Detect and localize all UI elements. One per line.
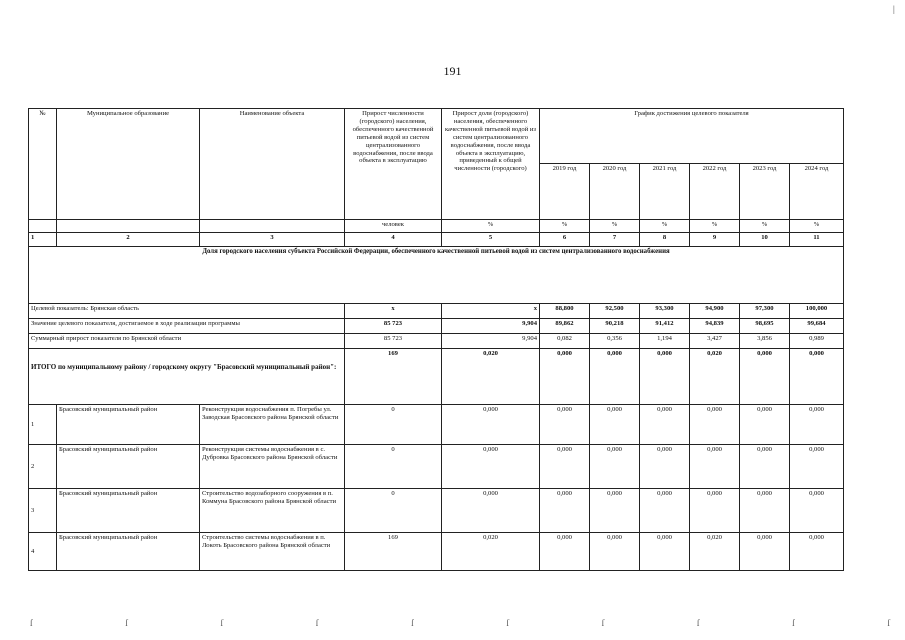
unit-year: % [540,220,590,233]
row-value: 0,000 [740,445,790,489]
summary-value: 100,000 [790,304,844,319]
row-value: 0,000 [690,445,740,489]
itogo-value: 0,000 [740,349,790,405]
col-index: 3 [200,233,345,247]
row-value: 0,000 [790,533,844,571]
unit-year: % [640,220,690,233]
col-index: 6 [540,233,590,247]
summary-value: 93,300 [640,304,690,319]
summary-value: 88,800 [540,304,590,319]
page-number: 191 [443,64,462,78]
summary-value: 98,695 [740,319,790,334]
header-object-name: Наименование объекта [200,109,345,220]
scan-mark: ſ [696,618,700,628]
itogo-value: 0,000 [640,349,690,405]
row-share: 0,020 [442,533,540,571]
summary-label: Значение целевого показателя, достигаемое в ходе реализации программы [29,319,345,334]
header-year: 2023 год [740,164,790,220]
row-municipality: Брасовский муниципальный район [57,533,200,571]
units-row [29,220,844,233]
summary-value: 3,856 [740,334,790,349]
summary-value: 90,218 [590,319,640,334]
summary-value: 94,900 [690,304,740,319]
row-value: 0,000 [640,489,690,533]
header-schedule: График достижения целевого показателя [540,109,844,164]
scan-mark: ſ [792,618,795,628]
itogo-label: ИТОГО по муниципальному району / городскому округу "Брасовский муниципальный район": [29,349,345,405]
row-value: 0,000 [590,533,640,571]
row-value: 0,000 [540,489,590,533]
row-municipality: Брасовский муниципальный район [57,405,200,445]
itogo-share: 0,020 [442,349,540,405]
row-value: 0,000 [640,445,690,489]
row-share: 0,000 [442,489,540,533]
col-index: 7 [590,233,640,247]
unit-people: человек [345,220,442,233]
col-index: 11 [790,233,844,247]
itogo-value: 0,020 [690,349,740,405]
scan-mark: ſ [220,618,224,628]
summary-value: 94,839 [690,319,740,334]
row-object-name: Строительство системы водоснабжения в п. Локоть Брасовского района Брянской области [200,533,345,571]
row-value: 0,000 [590,489,640,533]
header-num: № [29,109,57,220]
summary-pop: 85 723 [345,319,442,334]
col-index: 9 [690,233,740,247]
row-object-name: Реконструкция системы водоснабжения в с. Дубровка Брасовского района Брянской области [200,445,345,489]
itogo-row [29,349,844,405]
header-population-growth: Прирост численности (городского) населения, обеспеченного качественной питьевой водой из систем централизованного водоснабжения, после ввода объекта в эксплуатацию [345,109,442,220]
summary-pop: x [345,304,442,319]
row-object-name: Реконструкция водоснабжения п. Погребы ул. Заводская Брасовского района Брянской области [200,405,345,445]
summary-row-target [29,304,844,319]
row-value: 0,000 [540,533,590,571]
row-number: 4 [29,533,57,571]
section-title: Доля городского населения субъекта Российской Федерации, обеспеченного качественной питьевой водой из систем централизованного водоснабжения [29,247,844,304]
summary-value: 3,427 [690,334,740,349]
col-index: 2 [57,233,200,247]
row-municipality: Брасовский муниципальный район [57,445,200,489]
unit-percent: % [442,220,540,233]
edge-mark: | [893,4,895,14]
row-value: 0,000 [740,489,790,533]
header-row [29,109,844,164]
row-pop: 0 [345,445,442,489]
summary-value: 0,082 [540,334,590,349]
scan-mark: ſ [506,618,509,628]
section-title-row [29,247,844,304]
header-year: 2024 год [790,164,844,220]
summary-value: 91,412 [640,319,690,334]
summary-value: 99,684 [790,319,844,334]
header-share-growth: Прирост доли (городского) населения, обеспеченного качественной питьевой водой из систем централизованного водоснабжения, после ввода объекта в эксплуатацию, приведенный к общей численности (городского) [442,109,540,220]
row-number: 3 [29,489,57,533]
summary-value: 92,500 [590,304,640,319]
row-municipality: Брасовский муниципальный район [57,489,200,533]
row-value: 0,000 [640,405,690,445]
col-index: 10 [740,233,790,247]
itogo-value: 0,000 [540,349,590,405]
row-pop: 0 [345,489,442,533]
row-value: 0,000 [790,445,844,489]
unit-year: % [590,220,640,233]
itogo-value: 0,000 [590,349,640,405]
scan-mark: ſ [125,618,128,628]
itogo-pop: 169 [345,349,442,405]
scan-mark: ſ [411,618,414,628]
summary-value: 0,356 [590,334,640,349]
row-value: 0,000 [790,489,844,533]
col-index: 4 [345,233,442,247]
row-pop: 0 [345,405,442,445]
row-value: 0,020 [690,533,740,571]
row-value: 0,000 [640,533,690,571]
table-row [29,533,844,571]
row-value: 0,000 [740,405,790,445]
summary-value: 97,300 [740,304,790,319]
row-number: 2 [29,445,57,489]
header-year: 2021 год [640,164,690,220]
table-row [29,489,844,533]
header-municipality: Муниципальное образование [57,109,200,220]
summary-share: 9,904 [442,319,540,334]
summary-share: x [442,304,540,319]
column-index-row [29,233,844,247]
scan-mark: ſ [601,618,605,628]
unit-year: % [740,220,790,233]
summary-value: 0,989 [790,334,844,349]
row-value: 0,000 [540,445,590,489]
unit-year: % [690,220,740,233]
header-year: 2020 год [590,164,640,220]
row-share: 0,000 [442,445,540,489]
header-year: 2019 год [540,164,590,220]
table-row [29,405,844,445]
target-indicator-table [28,108,844,571]
summary-pop: 85 723 [345,334,442,349]
scan-mark: ſ [887,618,890,628]
itogo-value: 0,000 [790,349,844,405]
header-year: 2022 год [690,164,740,220]
col-index: 8 [640,233,690,247]
row-object-name: Строительство водозаборного сооружения в п. Коммуна Брасовского района Брянской области [200,489,345,533]
table-row [29,445,844,489]
row-share: 0,000 [442,405,540,445]
summary-row-achieved [29,319,844,334]
row-value: 0,000 [590,405,640,445]
row-number: 1 [29,405,57,445]
scan-mark: ſ [315,618,319,628]
row-value: 0,000 [790,405,844,445]
row-value: 0,000 [740,533,790,571]
summary-share: 9,904 [442,334,540,349]
summary-row-total-growth [29,334,844,349]
row-value: 0,000 [590,445,640,489]
row-value: 0,000 [690,405,740,445]
summary-label: Суммарный прирост показателя по Брянской области [29,334,345,349]
summary-value: 89,862 [540,319,590,334]
row-pop: 169 [345,533,442,571]
summary-value: 1,194 [640,334,690,349]
summary-label: Целевой показатель: Брянская область [29,304,345,319]
row-value: 0,000 [540,405,590,445]
col-index: 5 [442,233,540,247]
col-index: 1 [29,233,57,247]
scan-marks [30,618,890,628]
scan-mark: ſ [30,618,33,628]
row-value: 0,000 [690,489,740,533]
unit-year: % [790,220,844,233]
